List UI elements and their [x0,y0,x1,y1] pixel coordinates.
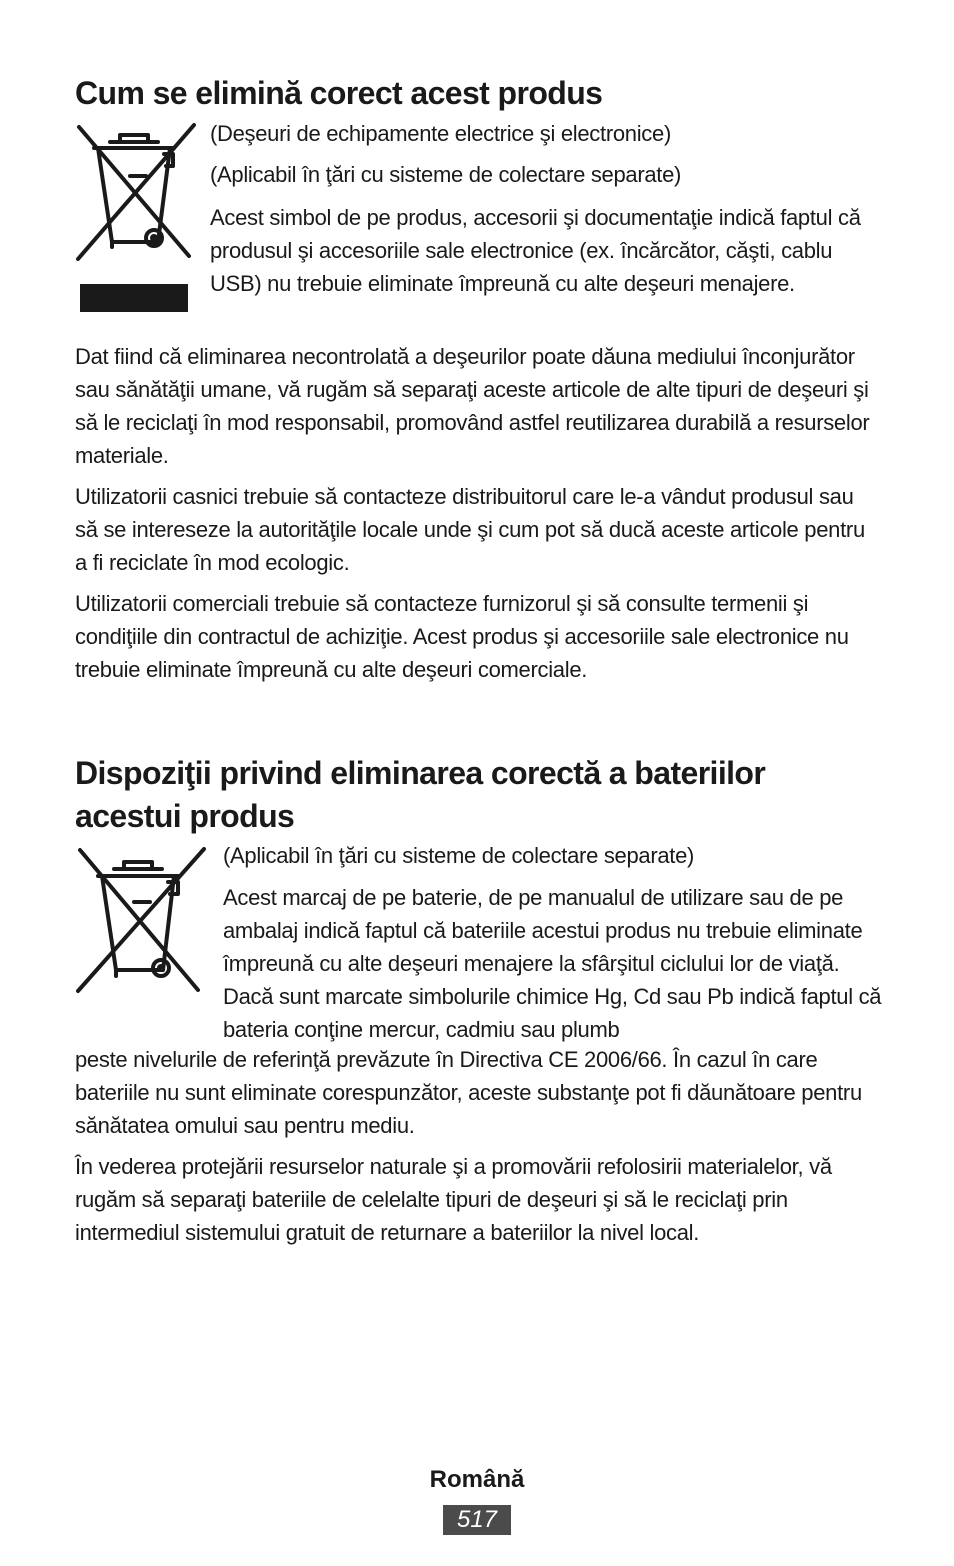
household-users-paragraph: Utilizatorii casnici trebuie să contacteze distribuitorul care le-a vândut produsul sau să se intereseze la autorităţile locale unde şi cum pot să ducă aceste articole pentru a fi reciclate în mod ecologic. [75,484,865,575]
footer-language: Română [429,1466,525,1493]
battery-collection-note: (Aplicabil în ţări cu sisteme de colectare separate) [223,843,695,868]
battery-substances-paragraph: peste nivelurile de referinţă prevăzute în Directiva CE 2006/66. În cazul în care bateriile nu sunt eliminate corespunzător, aceste substanţe pot fi dăunătoare pentru sănătatea omului sau pentru mediu. [75,1047,862,1138]
crossed-out-bin-icon [74,122,196,318]
section-title-batteries: Dispoziţii privind eliminarea corectă a bateriilor acestui produs [75,755,766,834]
battery-recycling-paragraph: În vederea protejării resurselor naturale şi a promovării refolosirii materialelor, vă rugăm să separaţi bateriile de celelalte tipuri de deşeuri şi să le reciclaţi prin intermediul sistemului gratuit de returnare a bateriilor la nivel local. [75,1154,832,1245]
weee-subtitle: (Deşeuri de echipamente electrice şi electronice) [210,121,671,146]
business-users-paragraph: Utilizatorii comerciali trebuie să contacteze furnizorul şi să consulte termenii şi condiţiile din contractul de achiziţie. Acest produs şi accesoriile sale electronice nu trebuie eliminate împreună cu alte deşeuri comerciale. [75,591,849,682]
symbol-explanation: Acest simbol de pe produs, accesorii şi documentaţie indică faptul că produsul şi accesoriile sale electronice (ex. încărcător, căşti, cablu USB) nu trebuie eliminate împreună cu alte deşeuri menajere. [210,205,861,296]
environment-paragraph: Dat fiind că eliminarea necontrolată a deşeurilor poate dăuna mediului înconjurător sau sănătăţii umane, vă rugăm să separaţi aceste articole de alte tipuri de deşeuri şi să le reciclaţi în mod responsabil, promovând astfel reutilizarea durabilă a resurselor materiale. [75,344,870,468]
battery-marking-explanation: Acest marcaj de pe baterie, de pe manualul de utilizare sau de pe ambalaj indică faptul că bateriile acestui produs nu trebuie eliminate împreună cu alte deşeuri menajere la sfârşitul ciclului lor de viaţă. Dacă sunt marcate simbolurile chimice Hg, Cd sau Pb indică faptul că bateria conţine mercur, cadmiu sau plumb [223,885,882,1042]
collection-note: (Aplicabil în ţări cu sisteme de colectare separate) [210,162,682,187]
section-title-disposal: Cum se elimină corect acest produs [75,75,603,111]
crossed-out-battery-bin-icon [74,846,210,996]
page-number-badge: 517 [443,1505,511,1535]
